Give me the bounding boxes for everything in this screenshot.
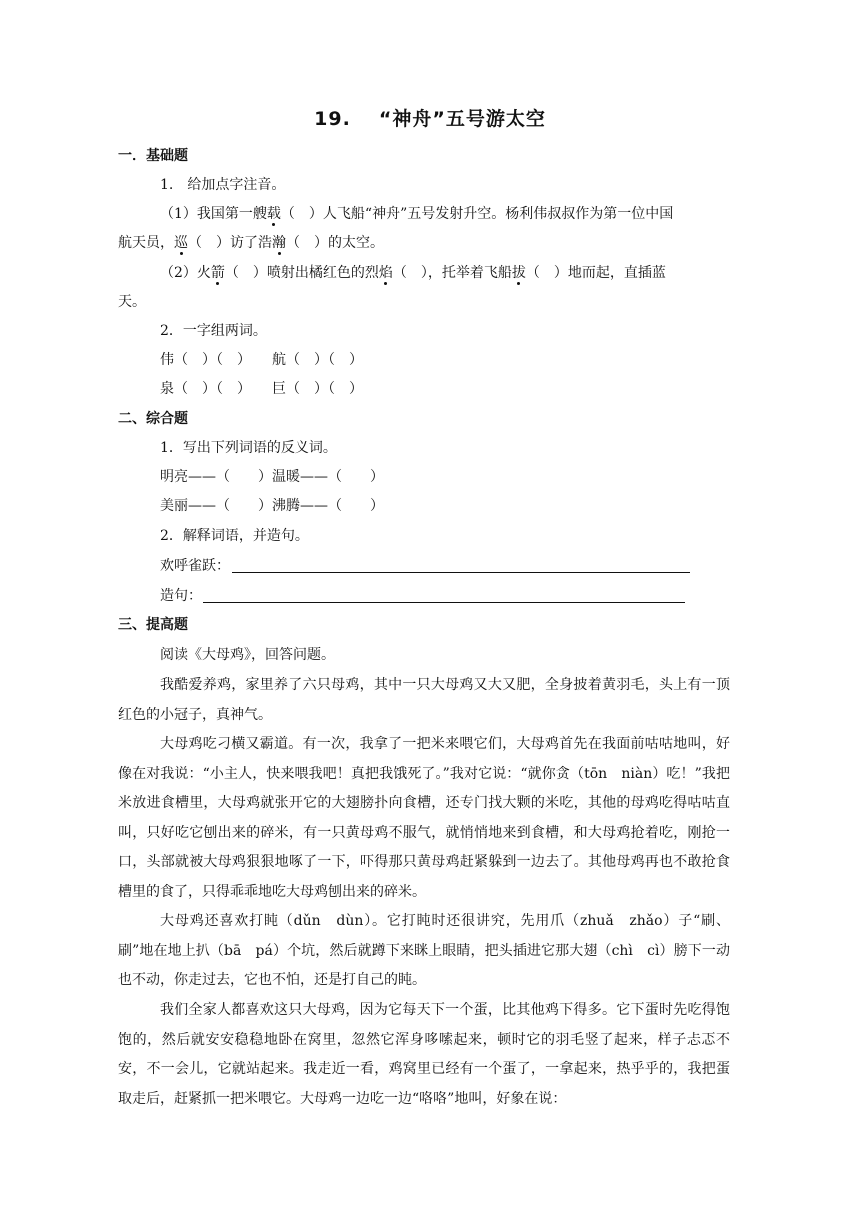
dotted-char: 箭 [210, 265, 225, 281]
section-heading-basic: 一．基础题 [118, 148, 188, 164]
word-group-row: 泉（ ）（ ） 巨（ ）（ ） [160, 381, 363, 397]
text-run: （ ），托举着飞船 [392, 265, 512, 281]
reading-paragraph: 我们全家人都喜欢这只大母鸡，因为它每天下一个蛋，比其他鸡下得多。它下蛋时先吃得饱饱的，然后就安安稳稳地卧在窝里，忽然它浑身哆嗦起来，顿时它的羽毛竖了起来，样子忐忑不安，不一会儿，它就站起来。我走近一看，鸡窝里已经有一个蛋了，一拿起来，热乎乎的，我把蛋取走后，赶紧抓一把米喂它。大母鸡一边吃一边“咯咯”地叫，好象在说： [118, 1002, 730, 1107]
text-run: （1）我国第一艘 [160, 206, 267, 222]
text-run: （ ）喷射出橘红色的烈 [224, 265, 379, 281]
question-title: 1. 给加点字注音。 [160, 177, 286, 193]
dotted-char: 拔 [511, 265, 526, 281]
text-run: 航天员， [118, 235, 174, 251]
text-run: （2）火 [160, 265, 211, 281]
word-group-row: 伟（ ）（ ） 航（ ）（ ） [160, 352, 363, 368]
question-line: 天。 [118, 294, 146, 310]
answer-line[interactable] [203, 602, 685, 603]
question-title: 1．写出下列词语的反义词。 [160, 440, 337, 456]
question-line [160, 204, 673, 224]
question-line [160, 263, 666, 283]
text-run: （ ）人飞船“神舟”五号发射升空。杨利伟叔叔作为第一位中国 [280, 206, 674, 222]
text-run: （ ）的太空。 [286, 235, 384, 251]
antonym-row: 美丽——（ ）沸腾——（ ） [160, 498, 384, 514]
title-number: 19. [314, 108, 351, 130]
reading-paragraph: 我酷爱养鸡，家里养了六只母鸡，其中一只大母鸡又大又肥，全身披着黄羽毛，头上有一顶红色的小冠子，真神气。 [118, 677, 730, 723]
dotted-char: 瀚 [272, 235, 286, 251]
section-heading-advanced: 三、提高题 [118, 617, 188, 633]
dotted-char: 焰 [378, 265, 393, 281]
text-run: （ ）访了浩 [188, 235, 272, 251]
answer-label: 造句： [160, 588, 202, 604]
text-run: （ ）地而起，直插蓝 [525, 265, 666, 281]
answer-line[interactable] [232, 572, 690, 573]
page-title [0, 104, 860, 131]
reading-intro: 阅读《大母鸡》，回答问题。 [160, 647, 335, 663]
dotted-char: 载 [266, 206, 281, 222]
reading-paragraph: 大母鸡还喜欢打盹（dǔn dùn）。它打盹时还很讲究，先用爪（zhuǎ zhǎo）子“刷、刷”地在地上扒（bā pá）个坑，然后就蹲下来眯上眼睛，把头插进它那大翅（chì cì）膀下一动也不动，你走过去，它也不怕，还是打自己的盹。 [118, 913, 730, 988]
answer-label: 欢呼雀跃： [160, 558, 230, 574]
reading-paragraph: 大母鸡吃刁横又霸道。有一次，我拿了一把米来喂它们，大母鸡首先在我面前咕咕地叫，好像在对我说：“小主人，快来喂我吧！真把我饿死了。”我对它说：“就你贪（tōn niàn）吃！”我把米放进食槽里，大母鸡就张开它的大翅膀扑向食槽，还专门找大颗的米吃，其他的母鸡吃得咕咕直叫，只好吃它刨出来的碎米，有一只黄母鸡不服气，就悄悄地来到食槽，和大母鸡抢着吃，刚抢一口，头部就被大母鸡狠狠地啄了一下，吓得那只黄母鸡赶紧躲到一边去了。其他母鸡再也不敢抢食槽里的食了，只得乖乖地吃大母鸡刨出来的碎米。 [118, 736, 730, 900]
section-heading-comprehensive: 二、综合题 [118, 411, 188, 427]
question-title: 2．解释词语，并造句。 [160, 528, 309, 544]
antonym-row: 明亮——（ ）温暖——（ ） [160, 469, 384, 485]
question-title: 2．一字组两词。 [160, 323, 267, 339]
title-text: “神舟”五号游太空 [378, 108, 546, 130]
question-line [118, 233, 384, 253]
dotted-char: 巡 [174, 235, 188, 251]
